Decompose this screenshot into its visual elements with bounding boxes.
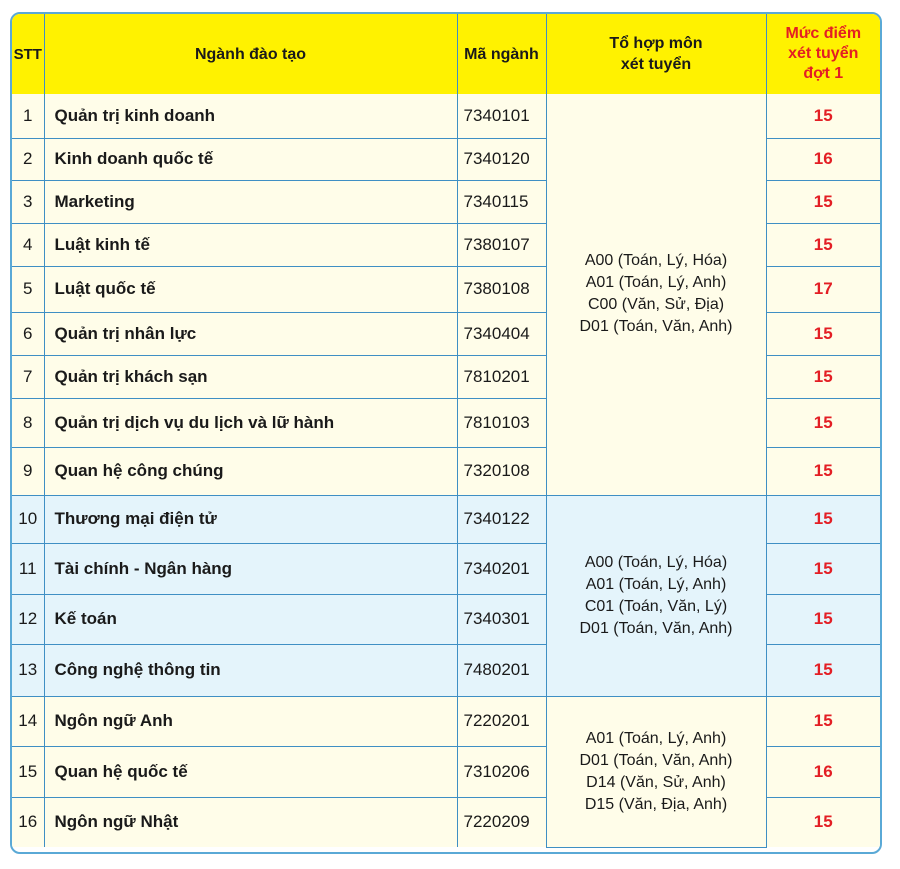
header-score-line3: đợt 1	[803, 65, 844, 82]
row-major-code: 7340301	[457, 594, 546, 644]
row-major-name: Tài chính - Ngân hàng	[44, 543, 457, 594]
row-score: 16	[766, 746, 880, 797]
subject-combo: D01 (Toán, Văn, Anh)	[579, 751, 733, 769]
table-header-row	[12, 14, 880, 94]
row-major-code: 7320108	[457, 447, 546, 495]
subject-combo: A01 (Toán, Lý, Anh)	[585, 274, 727, 292]
row-score: 17	[766, 266, 880, 312]
header-code: Mã ngành	[457, 14, 546, 94]
row-score: 15	[766, 447, 880, 495]
subject-combo: C01 (Toán, Văn, Lý)	[584, 597, 728, 615]
row-subject-combos	[546, 696, 766, 847]
row-major-name: Ngôn ngữ Anh	[44, 696, 457, 746]
row-score: 15	[766, 543, 880, 594]
row-major-name: Kế toán	[44, 594, 457, 644]
row-major-name: Quản trị khách sạn	[44, 355, 457, 398]
subject-combo: D01 (Toán, Văn, Anh)	[579, 318, 733, 336]
row-score: 15	[766, 696, 880, 746]
subject-combo: D15 (Văn, Địa, Anh)	[584, 795, 728, 813]
row-stt: 2	[12, 138, 44, 180]
row-score: 15	[766, 180, 880, 223]
row-score: 15	[766, 398, 880, 447]
row-score: 15	[766, 594, 880, 644]
row-stt: 8	[12, 398, 44, 447]
row-stt: 15	[12, 746, 44, 797]
subject-combo: A01 (Toán, Lý, Anh)	[585, 729, 727, 747]
row-major-name: Marketing	[44, 180, 457, 223]
row-score: 15	[766, 644, 880, 696]
row-stt: 9	[12, 447, 44, 495]
row-score: 15	[766, 797, 880, 847]
row-major-code: 7220201	[457, 696, 546, 746]
row-stt: 7	[12, 355, 44, 398]
row-major-code: 7380108	[457, 266, 546, 312]
row-major-name: Thương mại điện tử	[44, 495, 457, 543]
row-major-code: 7340201	[457, 543, 546, 594]
row-stt: 11	[12, 543, 44, 594]
row-major-code: 7310206	[457, 746, 546, 797]
row-stt: 3	[12, 180, 44, 223]
header-combo	[546, 14, 766, 94]
row-subject-combos	[546, 94, 766, 495]
row-score: 15	[766, 312, 880, 355]
header-major: Ngành đào tạo	[44, 14, 457, 94]
row-subject-combos	[546, 495, 766, 696]
subject-combo: C00 (Văn, Sử, Địa)	[587, 296, 725, 314]
subject-combo: D14 (Văn, Sử, Anh)	[586, 773, 726, 791]
row-stt: 13	[12, 644, 44, 696]
header-combo-line2: xét tuyển	[620, 56, 692, 73]
row-major-code: 7340115	[457, 180, 546, 223]
table-row	[12, 94, 880, 138]
row-stt: 4	[12, 223, 44, 266]
header-score-line2: xét tuyển	[788, 45, 859, 62]
row-major-code: 7340101	[457, 94, 546, 138]
row-major-code: 7380107	[457, 223, 546, 266]
table-row	[12, 495, 880, 543]
subject-combo: D01 (Toán, Văn, Anh)	[579, 619, 733, 637]
row-score: 15	[766, 94, 880, 138]
row-stt: 1	[12, 94, 44, 138]
row-major-code: 7340404	[457, 312, 546, 355]
row-major-code: 7340122	[457, 495, 546, 543]
row-stt: 10	[12, 495, 44, 543]
row-major-name: Quan hệ quốc tế	[44, 746, 457, 797]
subject-combo: A01 (Toán, Lý, Anh)	[585, 575, 727, 593]
row-major-name: Quan hệ công chúng	[44, 447, 457, 495]
row-stt: 16	[12, 797, 44, 847]
row-stt: 6	[12, 312, 44, 355]
row-stt: 12	[12, 594, 44, 644]
row-major-name: Kinh doanh quốc tế	[44, 138, 457, 180]
row-major-code: 7810103	[457, 398, 546, 447]
row-major-code: 7480201	[457, 644, 546, 696]
admission-score-table	[12, 14, 880, 848]
row-major-code: 7340120	[457, 138, 546, 180]
row-major-name: Công nghệ thông tin	[44, 644, 457, 696]
header-score-line1: Mức điểm	[785, 25, 862, 42]
row-score: 15	[766, 355, 880, 398]
row-score: 15	[766, 223, 880, 266]
row-major-name: Quản trị dịch vụ du lịch và lữ hành	[44, 398, 457, 447]
row-score: 15	[766, 495, 880, 543]
row-major-name: Luật kinh tế	[44, 223, 457, 266]
row-major-name: Quản trị nhân lực	[44, 312, 457, 355]
row-stt: 14	[12, 696, 44, 746]
subject-combo: A00 (Toán, Lý, Hóa)	[584, 553, 728, 571]
row-major-name: Quản trị kinh doanh	[44, 94, 457, 138]
row-major-code: 7220209	[457, 797, 546, 847]
row-score: 16	[766, 138, 880, 180]
header-score	[766, 14, 880, 94]
row-stt: 5	[12, 266, 44, 312]
row-major-name: Luật quốc tế	[44, 266, 457, 312]
row-major-code: 7810201	[457, 355, 546, 398]
subject-combo: A00 (Toán, Lý, Hóa)	[584, 252, 728, 270]
table-body	[12, 94, 880, 847]
row-major-name: Ngôn ngữ Nhật	[44, 797, 457, 847]
admission-table-frame	[10, 12, 882, 854]
header-stt: STT	[12, 14, 44, 94]
table-row	[12, 696, 880, 746]
header-combo-line1: Tổ hợp môn	[609, 35, 703, 52]
